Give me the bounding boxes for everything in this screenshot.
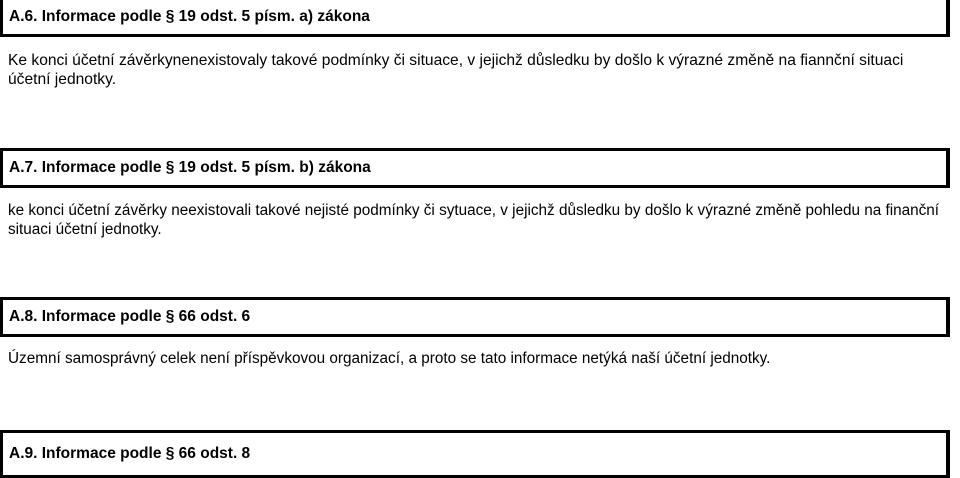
section-heading-a6-text: A.6. Informace podle § 19 odst. 5 písm. a) zákona	[9, 8, 370, 25]
section-heading-a9-text: A.9. Informace podle § 66 odst. 8	[9, 445, 251, 462]
section-heading-a6	[0, 0, 950, 37]
section-text-a8: Územní samosprávný celek není příspěvkovou organizací, a proto se tato informace netýká naší účetní jednotky.	[8, 350, 771, 367]
section-heading-a7-text: A.7. Informace podle § 19 odst. 5 písm. b) zákona	[9, 159, 371, 176]
section-text-a6: Ke konci účetní závěrkynenexistovaly takové podmínky či situace, v jejichž důsledku by došlo k výrazné změně na fiannční situaci účetní jednotky.	[8, 52, 904, 88]
section-heading-a9	[0, 430, 950, 478]
section-heading-a8	[0, 297, 950, 337]
section-heading-a7	[0, 148, 950, 188]
section-heading-a8-text: A.8. Informace podle § 66 odst. 6	[9, 308, 251, 325]
section-text-a7: ke konci účetní závěrky neexistovali takové nejisté podmínky či sytuace, v jejichž důsledku by došlo k výrazné změně pohledu na finanční situaci účetní jednotky.	[8, 202, 940, 238]
